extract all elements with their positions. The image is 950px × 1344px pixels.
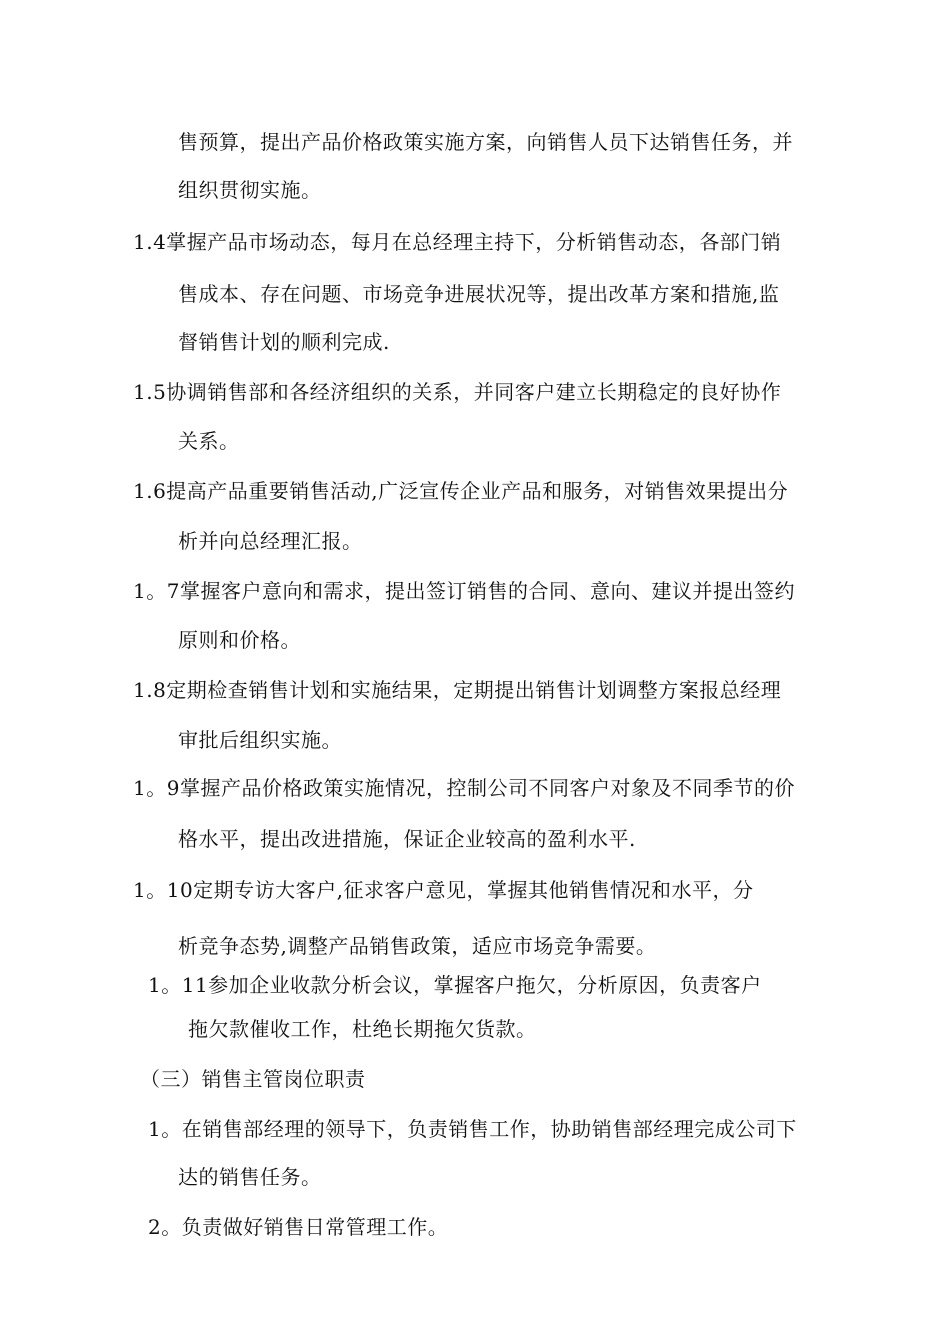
text-line: 组织贯彻实施。 [178,178,322,202]
text-line: 析并向总经理汇报。 [178,529,363,553]
text-line: 格水平，提出改进措施，保证企业较高的盈利水平. [178,827,636,851]
text-line: 2。负责做好销售日常管理工作。 [148,1215,449,1239]
text-line: 1.4掌握产品市场动态，每月在总经理主持下，分析销售动态，各部门销 [133,230,782,254]
text-line: 1.8定期检查销售计划和实施结果，定期提出销售计划调整方案报总经理 [133,678,782,702]
text-line: 1。10定期专访大客户,征求客户意见，掌握其他销售情况和水平，分 [133,878,754,902]
text-line: 售预算，提出产品价格政策实施方案，向销售人员下达销售任务，并 [178,130,793,154]
text-line: 1.5协调销售部和各经济组织的关系，并同客户建立长期稳定的良好协作 [133,380,782,404]
text-line: 1。9掌握产品价格政策实施情况，控制公司不同客户对象及不同季节的价 [133,776,795,800]
text-line: 1。在销售部经理的领导下，负责销售工作，协助销售部经理完成公司下 [148,1117,797,1141]
text-line: 达的销售任务。 [178,1165,322,1189]
text-line: 拖欠款催收工作，杜绝长期拖欠货款。 [188,1017,537,1041]
section-heading: （三）销售主管岗位职责 [140,1067,366,1091]
text-line: 1。11参加企业收款分析会议，掌握客户拖欠，分析原因，负责客户 [148,973,762,997]
text-line: 析竞争态势,调整产品销售政策，适应市场竞争需要。 [178,934,657,958]
text-line: 审批后组织实施。 [178,728,342,752]
text-line: 关系。 [178,429,240,453]
text-line: 原则和价格。 [178,628,301,652]
text-line: 1。7掌握客户意向和需求，提出签订销售的合同、意向、建议并提出签约 [133,579,795,603]
text-line: 督销售计划的顺利完成. [178,330,390,354]
text-line: 1.6提高产品重要销售活动,广泛宣传企业产品和服务，对销售效果提出分 [133,479,789,503]
text-line: 售成本、存在问题、市场竞争进展状况等，提出改革方案和措施,监 [178,282,780,306]
